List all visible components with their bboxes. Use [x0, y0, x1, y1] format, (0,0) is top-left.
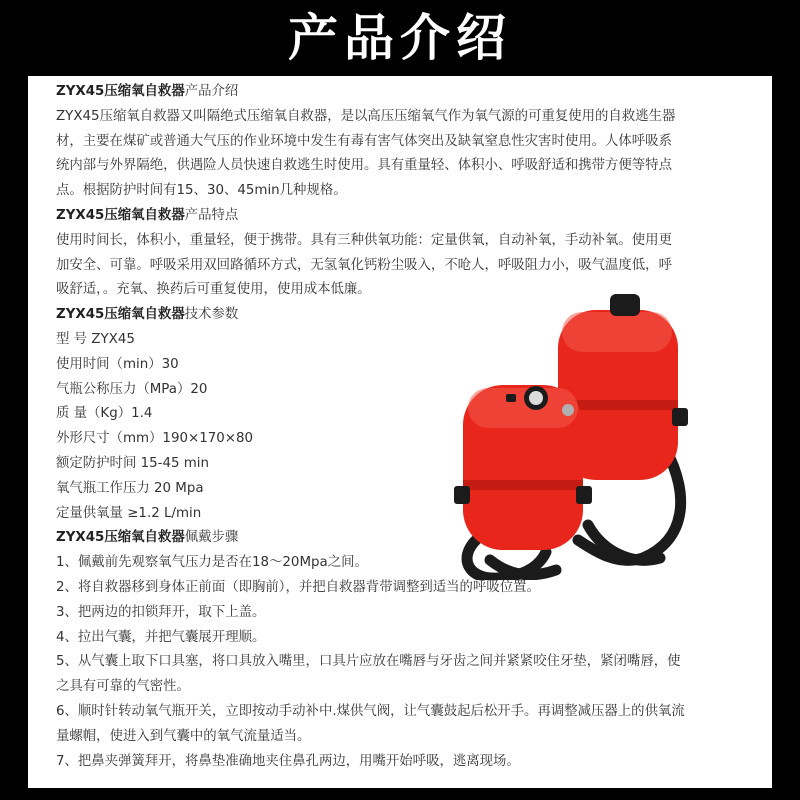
step-line: 7、把鼻夹弹簧拜开，将鼻垫准确地夹住鼻孔两边，用嘴开始呼吸，逃离现场。 [56, 753, 520, 769]
step-line: 6、顺时针转动氧气瓶开关，立即按动手动补中.煤供气阀，让气囊鼓起后松开手。再调整减压器上的供氧流 [56, 703, 685, 719]
intro-line: ZYX45压缩氧自救器又叫隔绝式压缩氧自救器，是以高压压缩氧气作为氧气源的可重复使用的自救逃生器 [56, 108, 676, 124]
heading-rest: 技术参数 [184, 307, 239, 323]
features-line: 加安全、可靠。呼吸采用双回路循环方式，无氢氧化钙粉尘吸入，不呛人，呼吸阻力小，吸气温度低，呼 [56, 257, 672, 273]
heading-rest: 产品介绍 [184, 84, 239, 99]
step-line: 量螺帽，使进入到气囊中的氧气流量适当。 [56, 728, 311, 744]
heading-bold: ZYX45压缩氧自救器 [56, 307, 185, 323]
intro-line: 统内部与外界隔绝，供遇险人员快速自救逃生时使用。具有重量轻、体积小、呼吸舒适和携带方便等特点 [56, 158, 672, 174]
step-line: 4、拉出气囊，并把气囊展开理顺。 [56, 629, 266, 645]
intro-line: 材，主要在煤矿或普通大气压的作业环境中发生有毒有害气体突出及缺氧窒息性灾害时使用。人体呼吸系 [56, 133, 672, 149]
step-line: 1、佩戴前先观察氧气压力是否在18～20Mpa之间。 [56, 555, 368, 571]
spec-item: 型 号 ZYX45 [56, 331, 135, 347]
spec-item: 外形尺寸（mm）190×170×80 [56, 431, 254, 447]
page-title: 产品介绍 [288, 9, 512, 67]
section-heading-intro [56, 80, 746, 105]
spec-item: 气瓶公称压力（MPa）20 [56, 381, 208, 397]
step-line: 之具有可靠的气密性。 [56, 679, 190, 695]
title-banner [0, 0, 800, 76]
features-line: 使用时间长，体积小，重量轻，便于携带。具有三种供氧功能：定量供氧，自动补氧，手动补氧。使用更 [56, 232, 672, 248]
spec-item: 定量供氧量 ≥1.2 L/min [56, 505, 202, 521]
product-image [428, 290, 728, 580]
step-line: 3、把两边的扣锁拜开，取下上盖。 [56, 604, 266, 620]
spec-item: 额定防护时间 15-45 min [56, 455, 210, 471]
heading-rest: 佩戴步骤 [184, 530, 239, 546]
spec-item: 使用时间（min）30 [56, 356, 179, 372]
step-line: 2、将自救器移到身体正前面（即胸前），并把自救器背带调整到适当的呼吸位置。 [56, 579, 540, 595]
features-line: 吸舒适，。充氧、换药后可重复使用，使用成本低廉。 [56, 282, 371, 298]
heading-bold: ZYX45压缩氧自救器 [56, 207, 185, 223]
spec-item: 氧气瓶工作压力 20 Mpa [56, 480, 204, 496]
heading-bold: ZYX45压缩氧自救器 [56, 84, 185, 99]
rescuer-unit-front [454, 385, 592, 550]
step-line: 5、从气囊上取下口具塞，将口具放入嘴里，口具片应放在嘴唇与牙齿之间并紧紧咬住牙垫，紧闭嘴唇，使 [56, 654, 681, 670]
heading-rest: 产品特点 [184, 207, 239, 223]
section-heading-features [56, 204, 746, 229]
heading-bold: ZYX45压缩氧自救器 [56, 530, 185, 546]
intro-line: 点。根据防护时间有15、30、45min几种规格。 [56, 183, 347, 199]
spec-item: 质 量（Kg）1.4 [56, 406, 153, 422]
content-panel [28, 76, 772, 788]
